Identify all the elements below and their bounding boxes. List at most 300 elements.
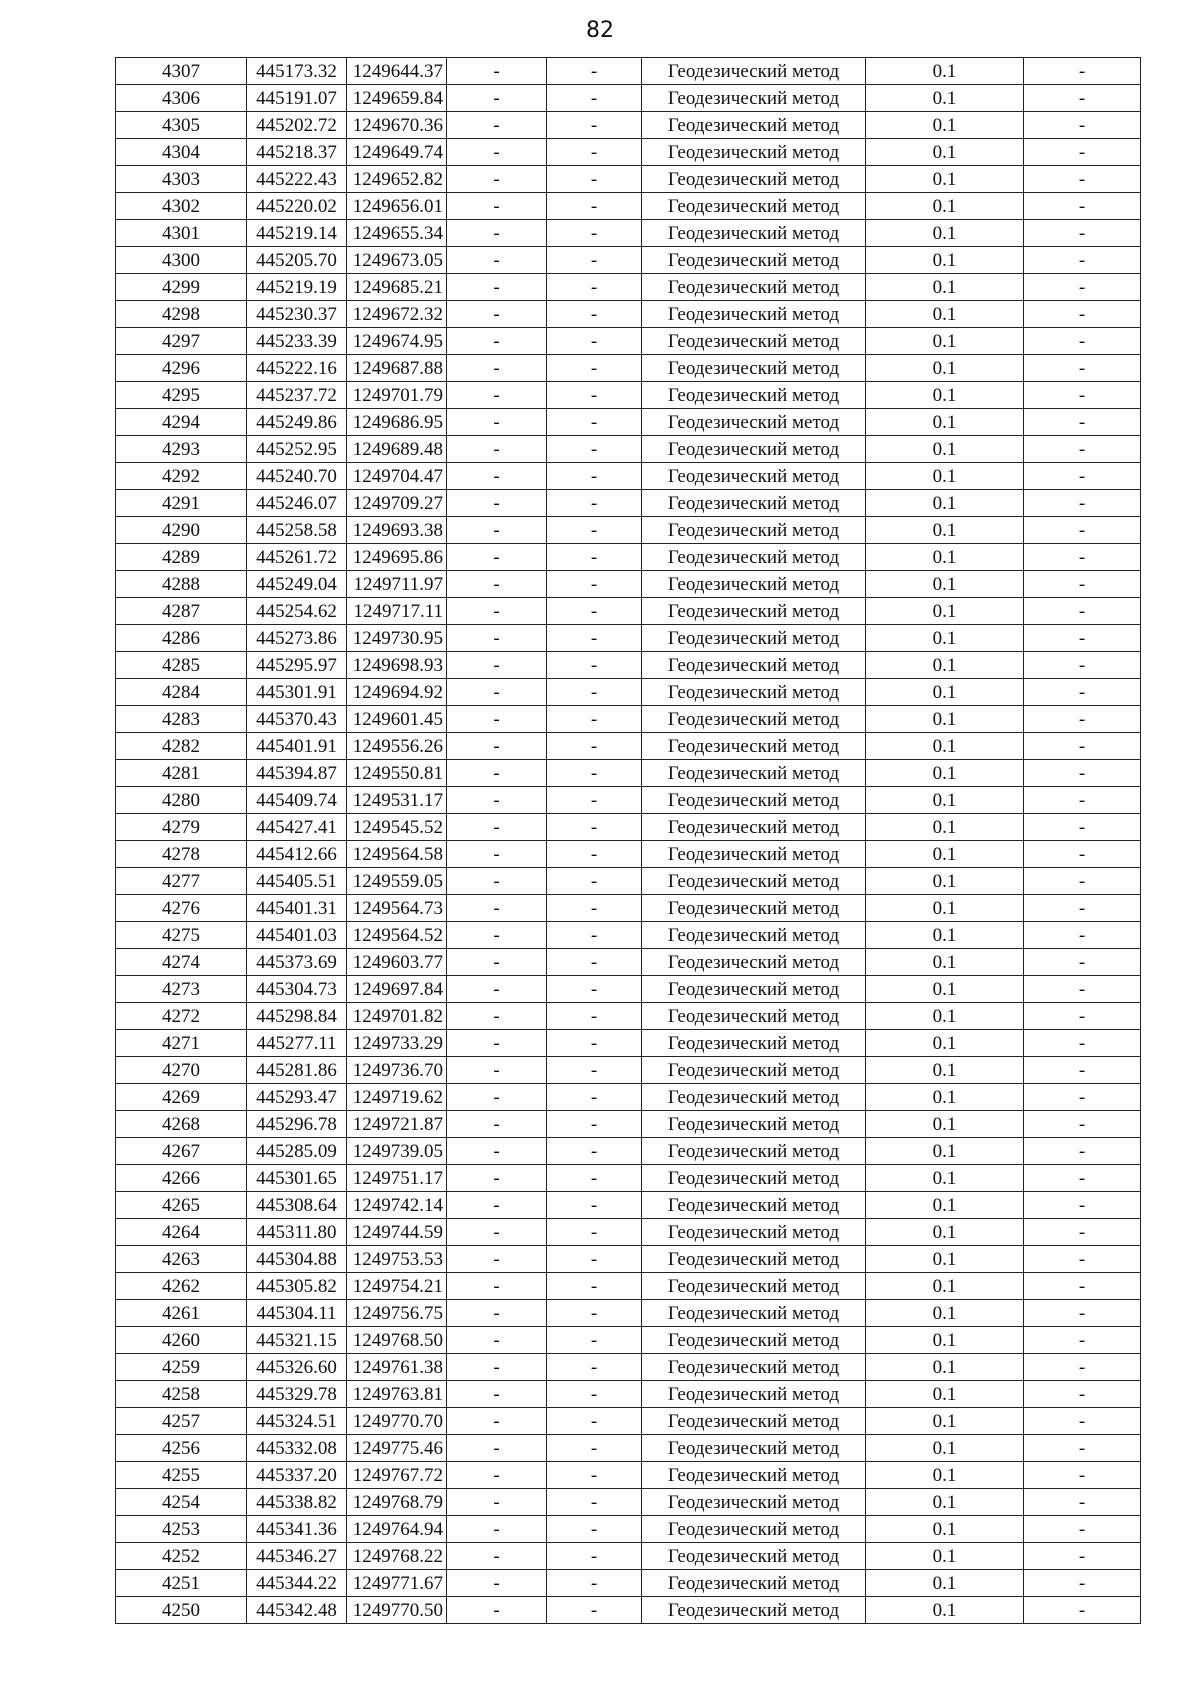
point-number-cell: 4285 [116,652,247,679]
accuracy-cell: 0.1 [866,1192,1024,1219]
dash-cell: - [1024,139,1141,166]
accuracy-cell: 0.1 [866,544,1024,571]
dash-cell: - [1024,85,1141,112]
x-coordinate-cell: 445254.62 [247,598,347,625]
accuracy-cell: 0.1 [866,571,1024,598]
table-row [116,1084,1141,1111]
dash-cell: - [1024,949,1141,976]
x-coordinate-cell: 445277.11 [247,1030,347,1057]
dash-cell: - [447,1084,547,1111]
point-number-cell: 4276 [116,895,247,922]
y-coordinate-cell: 1249652.82 [347,166,447,193]
dash-cell: - [447,247,547,274]
dash-cell: - [1024,1003,1141,1030]
method-cell: Геодезический метод [642,922,866,949]
dash-cell: - [1024,1084,1141,1111]
y-coordinate-cell: 1249764.94 [347,1516,447,1543]
method-cell: Геодезический метод [642,598,866,625]
table-row [116,1192,1141,1219]
dash-cell: - [447,706,547,733]
y-coordinate-cell: 1249704.47 [347,463,447,490]
table-row [116,1597,1141,1624]
dash-cell: - [547,949,642,976]
table-row [116,1138,1141,1165]
method-cell: Геодезический метод [642,166,866,193]
method-cell: Геодезический метод [642,1138,866,1165]
accuracy-cell: 0.1 [866,409,1024,436]
point-number-cell: 4260 [116,1327,247,1354]
point-number-cell: 4267 [116,1138,247,1165]
accuracy-cell: 0.1 [866,706,1024,733]
method-cell: Геодезический метод [642,112,866,139]
y-coordinate-cell: 1249767.72 [347,1462,447,1489]
accuracy-cell: 0.1 [866,382,1024,409]
dash-cell: - [1024,1597,1141,1624]
dash-cell: - [1024,220,1141,247]
x-coordinate-cell: 445304.11 [247,1300,347,1327]
dash-cell: - [447,409,547,436]
x-coordinate-cell: 445342.48 [247,1597,347,1624]
dash-cell: - [447,463,547,490]
point-number-cell: 4291 [116,490,247,517]
x-coordinate-cell: 445281.86 [247,1057,347,1084]
method-cell: Геодезический метод [642,895,866,922]
x-coordinate-cell: 445304.88 [247,1246,347,1273]
point-number-cell: 4274 [116,949,247,976]
x-coordinate-cell: 445311.80 [247,1219,347,1246]
method-cell: Геодезический метод [642,1300,866,1327]
point-number-cell: 4304 [116,139,247,166]
dash-cell: - [447,1300,547,1327]
dash-cell: - [447,436,547,463]
x-coordinate-cell: 445346.27 [247,1543,347,1570]
dash-cell: - [1024,58,1141,85]
table-row [116,1354,1141,1381]
method-cell: Геодезический метод [642,976,866,1003]
point-number-cell: 4261 [116,1300,247,1327]
x-coordinate-cell: 445401.03 [247,922,347,949]
table-row [116,409,1141,436]
accuracy-cell: 0.1 [866,841,1024,868]
point-number-cell: 4279 [116,814,247,841]
dash-cell: - [1024,1192,1141,1219]
y-coordinate-cell: 1249751.17 [347,1165,447,1192]
table-row [116,112,1141,139]
x-coordinate-cell: 445337.20 [247,1462,347,1489]
accuracy-cell: 0.1 [866,1516,1024,1543]
point-number-cell: 4295 [116,382,247,409]
dash-cell: - [447,1246,547,1273]
y-coordinate-cell: 1249644.37 [347,58,447,85]
dash-cell: - [1024,1057,1141,1084]
dash-cell: - [447,625,547,652]
dash-cell: - [547,409,642,436]
dash-cell: - [1024,922,1141,949]
accuracy-cell: 0.1 [866,1111,1024,1138]
dash-cell: - [547,1138,642,1165]
dash-cell: - [1024,1273,1141,1300]
y-coordinate-cell: 1249770.50 [347,1597,447,1624]
point-number-cell: 4256 [116,1435,247,1462]
y-coordinate-cell: 1249736.70 [347,1057,447,1084]
y-coordinate-cell: 1249686.95 [347,409,447,436]
dash-cell: - [447,1570,547,1597]
dash-cell: - [447,1219,547,1246]
dash-cell: - [447,85,547,112]
y-coordinate-cell: 1249689.48 [347,436,447,463]
dash-cell: - [1024,625,1141,652]
dash-cell: - [447,517,547,544]
dash-cell: - [447,1381,547,1408]
x-coordinate-cell: 445285.09 [247,1138,347,1165]
accuracy-cell: 0.1 [866,1273,1024,1300]
method-cell: Геодезический метод [642,1273,866,1300]
y-coordinate-cell: 1249545.52 [347,814,447,841]
dash-cell: - [547,679,642,706]
point-number-cell: 4292 [116,463,247,490]
y-coordinate-cell: 1249564.58 [347,841,447,868]
accuracy-cell: 0.1 [866,58,1024,85]
point-number-cell: 4290 [116,517,247,544]
table-row [116,1057,1141,1084]
dash-cell: - [447,787,547,814]
point-number-cell: 4254 [116,1489,247,1516]
accuracy-cell: 0.1 [866,274,1024,301]
dash-cell: - [547,976,642,1003]
table-row [116,1111,1141,1138]
x-coordinate-cell: 445405.51 [247,868,347,895]
x-coordinate-cell: 445249.04 [247,571,347,598]
dash-cell: - [547,58,642,85]
table-row [116,1570,1141,1597]
table-row [116,598,1141,625]
dash-cell: - [447,760,547,787]
x-coordinate-cell: 445218.37 [247,139,347,166]
y-coordinate-cell: 1249556.26 [347,733,447,760]
method-cell: Геодезический метод [642,301,866,328]
dash-cell: - [547,490,642,517]
point-number-cell: 4282 [116,733,247,760]
dash-cell: - [547,706,642,733]
point-number-cell: 4281 [116,760,247,787]
method-cell: Геодезический метод [642,814,866,841]
point-number-cell: 4272 [116,1003,247,1030]
dash-cell: - [1024,517,1141,544]
dash-cell: - [547,517,642,544]
point-number-cell: 4252 [116,1543,247,1570]
x-coordinate-cell: 445394.87 [247,760,347,787]
x-coordinate-cell: 445298.84 [247,1003,347,1030]
accuracy-cell: 0.1 [866,760,1024,787]
table-row [116,463,1141,490]
dash-cell: - [547,328,642,355]
x-coordinate-cell: 445222.43 [247,166,347,193]
dash-cell: - [1024,571,1141,598]
dash-cell: - [547,1300,642,1327]
x-coordinate-cell: 445202.72 [247,112,347,139]
x-coordinate-cell: 445301.65 [247,1165,347,1192]
table-row [116,436,1141,463]
dash-cell: - [1024,976,1141,1003]
table-row [116,895,1141,922]
x-coordinate-cell: 445295.97 [247,652,347,679]
accuracy-cell: 0.1 [866,814,1024,841]
point-number-cell: 4278 [116,841,247,868]
dash-cell: - [1024,328,1141,355]
dash-cell: - [447,490,547,517]
y-coordinate-cell: 1249559.05 [347,868,447,895]
x-coordinate-cell: 445401.91 [247,733,347,760]
dash-cell: - [447,1489,547,1516]
table-row [116,355,1141,382]
table-row [116,1273,1141,1300]
y-coordinate-cell: 1249672.32 [347,301,447,328]
y-coordinate-cell: 1249770.70 [347,1408,447,1435]
accuracy-cell: 0.1 [866,1435,1024,1462]
dash-cell: - [447,328,547,355]
dash-cell: - [1024,463,1141,490]
x-coordinate-cell: 445222.16 [247,355,347,382]
dash-cell: - [1024,247,1141,274]
dash-cell: - [547,301,642,328]
accuracy-cell: 0.1 [866,1570,1024,1597]
y-coordinate-cell: 1249753.53 [347,1246,447,1273]
table-row [116,1030,1141,1057]
point-number-cell: 4298 [116,301,247,328]
method-cell: Геодезический метод [642,949,866,976]
method-cell: Геодезический метод [642,1381,866,1408]
table-row [116,220,1141,247]
method-cell: Геодезический метод [642,571,866,598]
dash-cell: - [547,1219,642,1246]
dash-cell: - [547,436,642,463]
y-coordinate-cell: 1249670.36 [347,112,447,139]
method-cell: Геодезический метод [642,652,866,679]
dash-cell: - [1024,1246,1141,1273]
dash-cell: - [1024,1300,1141,1327]
dash-cell: - [547,571,642,598]
accuracy-cell: 0.1 [866,463,1024,490]
dash-cell: - [547,1192,642,1219]
dash-cell: - [447,895,547,922]
y-coordinate-cell: 1249763.81 [347,1381,447,1408]
dash-cell: - [1024,1381,1141,1408]
table-row [116,1489,1141,1516]
table-row [116,1219,1141,1246]
x-coordinate-cell: 445219.14 [247,220,347,247]
y-coordinate-cell: 1249656.01 [347,193,447,220]
dash-cell: - [1024,841,1141,868]
method-cell: Геодезический метод [642,58,866,85]
accuracy-cell: 0.1 [866,517,1024,544]
table-row [116,706,1141,733]
x-coordinate-cell: 445220.02 [247,193,347,220]
x-coordinate-cell: 445329.78 [247,1381,347,1408]
y-coordinate-cell: 1249659.84 [347,85,447,112]
y-coordinate-cell: 1249768.79 [347,1489,447,1516]
y-coordinate-cell: 1249744.59 [347,1219,447,1246]
dash-cell: - [547,1057,642,1084]
accuracy-cell: 0.1 [866,355,1024,382]
accuracy-cell: 0.1 [866,1219,1024,1246]
dash-cell: - [1024,1489,1141,1516]
point-number-cell: 4294 [116,409,247,436]
x-coordinate-cell: 445401.31 [247,895,347,922]
method-cell: Геодезический метод [642,841,866,868]
dash-cell: - [1024,1111,1141,1138]
accuracy-cell: 0.1 [866,1300,1024,1327]
accuracy-cell: 0.1 [866,220,1024,247]
dash-cell: - [547,1435,642,1462]
point-number-cell: 4307 [116,58,247,85]
dash-cell: - [1024,490,1141,517]
table-row [116,1327,1141,1354]
method-cell: Геодезический метод [642,1327,866,1354]
accuracy-cell: 0.1 [866,1408,1024,1435]
method-cell: Геодезический метод [642,1516,866,1543]
method-cell: Геодезический метод [642,1489,866,1516]
dash-cell: - [1024,1327,1141,1354]
table-row [116,1381,1141,1408]
x-coordinate-cell: 445273.86 [247,625,347,652]
y-coordinate-cell: 1249721.87 [347,1111,447,1138]
method-cell: Геодезический метод [642,220,866,247]
table-row [116,1462,1141,1489]
y-coordinate-cell: 1249695.86 [347,544,447,571]
y-coordinate-cell: 1249701.82 [347,1003,447,1030]
point-number-cell: 4250 [116,1597,247,1624]
accuracy-cell: 0.1 [866,1489,1024,1516]
y-coordinate-cell: 1249603.77 [347,949,447,976]
dash-cell: - [1024,652,1141,679]
dash-cell: - [1024,895,1141,922]
y-coordinate-cell: 1249754.21 [347,1273,447,1300]
dash-cell: - [1024,1570,1141,1597]
dash-cell: - [447,544,547,571]
dash-cell: - [1024,1462,1141,1489]
dash-cell: - [447,1408,547,1435]
y-coordinate-cell: 1249601.45 [347,706,447,733]
dash-cell: - [1024,814,1141,841]
method-cell: Геодезический метод [642,1219,866,1246]
dash-cell: - [1024,1138,1141,1165]
coordinates-table [115,57,1141,1624]
x-coordinate-cell: 445326.60 [247,1354,347,1381]
accuracy-cell: 0.1 [866,598,1024,625]
point-number-cell: 4302 [116,193,247,220]
dash-cell: - [547,1111,642,1138]
x-coordinate-cell: 445427.41 [247,814,347,841]
y-coordinate-cell: 1249739.05 [347,1138,447,1165]
dash-cell: - [547,247,642,274]
y-coordinate-cell: 1249698.93 [347,652,447,679]
y-coordinate-cell: 1249685.21 [347,274,447,301]
dash-cell: - [547,760,642,787]
accuracy-cell: 0.1 [866,166,1024,193]
x-coordinate-cell: 445205.70 [247,247,347,274]
method-cell: Геодезический метод [642,382,866,409]
method-cell: Геодезический метод [642,436,866,463]
dash-cell: - [447,382,547,409]
dash-cell: - [447,301,547,328]
point-number-cell: 4262 [116,1273,247,1300]
y-coordinate-cell: 1249550.81 [347,760,447,787]
y-coordinate-cell: 1249701.79 [347,382,447,409]
method-cell: Геодезический метод [642,1030,866,1057]
method-cell: Геодезический метод [642,1435,866,1462]
point-number-cell: 4259 [116,1354,247,1381]
y-coordinate-cell: 1249649.74 [347,139,447,166]
x-coordinate-cell: 445233.39 [247,328,347,355]
accuracy-cell: 0.1 [866,787,1024,814]
dash-cell: - [547,1327,642,1354]
dash-cell: - [547,814,642,841]
dash-cell: - [547,1570,642,1597]
accuracy-cell: 0.1 [866,1597,1024,1624]
point-number-cell: 4297 [116,328,247,355]
dash-cell: - [447,220,547,247]
dash-cell: - [1024,1030,1141,1057]
dash-cell: - [547,1381,642,1408]
dash-cell: - [547,274,642,301]
accuracy-cell: 0.1 [866,1354,1024,1381]
x-coordinate-cell: 445332.08 [247,1435,347,1462]
table-row [116,1165,1141,1192]
dash-cell: - [1024,868,1141,895]
y-coordinate-cell: 1249761.38 [347,1354,447,1381]
dash-cell: - [447,139,547,166]
x-coordinate-cell: 445293.47 [247,1084,347,1111]
y-coordinate-cell: 1249531.17 [347,787,447,814]
accuracy-cell: 0.1 [866,733,1024,760]
point-number-cell: 4293 [116,436,247,463]
dash-cell: - [1024,787,1141,814]
dash-cell: - [1024,166,1141,193]
x-coordinate-cell: 445173.32 [247,58,347,85]
method-cell: Геодезический метод [642,1246,866,1273]
dash-cell: - [547,652,642,679]
method-cell: Геодезический метод [642,1408,866,1435]
dash-cell: - [447,652,547,679]
table-row [116,1246,1141,1273]
method-cell: Геодезический метод [642,1165,866,1192]
method-cell: Геодезический метод [642,1084,866,1111]
point-number-cell: 4266 [116,1165,247,1192]
x-coordinate-cell: 445191.07 [247,85,347,112]
method-cell: Геодезический метод [642,355,866,382]
point-number-cell: 4284 [116,679,247,706]
point-number-cell: 4300 [116,247,247,274]
accuracy-cell: 0.1 [866,922,1024,949]
y-coordinate-cell: 1249775.46 [347,1435,447,1462]
dash-cell: - [547,598,642,625]
dash-cell: - [547,112,642,139]
point-number-cell: 4305 [116,112,247,139]
point-number-cell: 4288 [116,571,247,598]
dash-cell: - [1024,193,1141,220]
point-number-cell: 4289 [116,544,247,571]
table-row [116,976,1141,1003]
dash-cell: - [547,922,642,949]
point-number-cell: 4268 [116,1111,247,1138]
dash-cell: - [1024,1408,1141,1435]
point-number-cell: 4264 [116,1219,247,1246]
dash-cell: - [447,841,547,868]
x-coordinate-cell: 445338.82 [247,1489,347,1516]
accuracy-cell: 0.1 [866,679,1024,706]
method-cell: Геодезический метод [642,85,866,112]
dash-cell: - [1024,301,1141,328]
